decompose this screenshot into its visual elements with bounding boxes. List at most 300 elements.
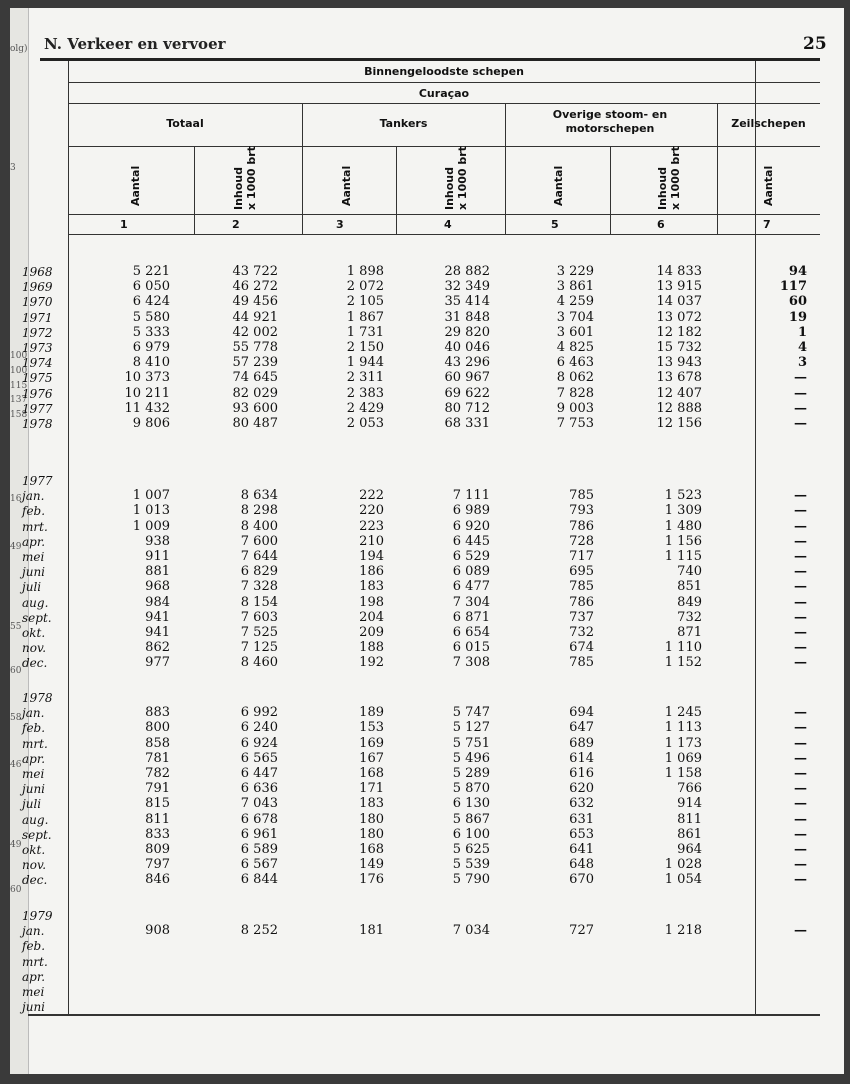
table-cell: 871 xyxy=(677,624,702,640)
table-cell: 781 xyxy=(145,750,170,766)
column-number: 3 xyxy=(336,218,344,231)
table-cell: 941 xyxy=(145,609,170,625)
table-cell: 846 xyxy=(145,872,170,888)
row-label: dec. xyxy=(22,873,48,888)
table-cell: 46 272 xyxy=(232,279,278,295)
data-column xyxy=(90,473,170,670)
row-label: 1972 xyxy=(22,325,53,340)
table-cell xyxy=(304,690,384,705)
table-cell: 800 xyxy=(145,720,170,736)
table-cell: 614 xyxy=(569,750,594,766)
table-cell: 57 239 xyxy=(232,355,278,371)
table-cell: 12 156 xyxy=(656,415,702,431)
table-cell xyxy=(90,938,170,953)
table-cell: 8 460 xyxy=(240,655,278,671)
table-cell xyxy=(747,473,807,488)
table-cell xyxy=(612,938,702,953)
table-cell: — xyxy=(794,872,807,888)
table-cell: 42 002 xyxy=(232,324,278,340)
row-label: nov. xyxy=(22,858,47,873)
table-cell: 4 825 xyxy=(556,339,594,355)
table-cell: 6 050 xyxy=(132,279,170,295)
table-cell: — xyxy=(794,579,807,595)
row-label: mrt. xyxy=(22,954,48,969)
table-cell: 8 634 xyxy=(240,488,278,504)
table-cell: 641 xyxy=(569,841,594,857)
table-cell xyxy=(612,984,702,999)
table-cell: 1 007 xyxy=(132,488,170,504)
row-label: okt. xyxy=(22,842,46,857)
table-cell: 222 xyxy=(359,488,384,504)
row-label: 1976 xyxy=(22,386,53,401)
table-cell: 6 130 xyxy=(452,796,490,812)
table-cell xyxy=(514,969,594,984)
data-column xyxy=(304,908,384,1014)
table-cell: 2 383 xyxy=(346,385,384,401)
table-cell: 14 037 xyxy=(656,294,702,310)
table-cell: 189 xyxy=(359,705,384,721)
table-cell: 19 xyxy=(788,309,807,325)
table-cell: 14 833 xyxy=(656,264,702,279)
table-cell: 964 xyxy=(677,841,702,857)
table-cell: 7 828 xyxy=(556,385,594,401)
table-cell: 7 600 xyxy=(240,533,278,549)
table-cell xyxy=(400,473,490,488)
gutter-text: 115 xyxy=(10,381,28,391)
table-cell xyxy=(514,690,594,705)
table-cell xyxy=(612,690,702,705)
table-cell: 183 xyxy=(359,579,384,595)
data-column xyxy=(304,264,384,431)
page-number: 25 xyxy=(803,34,827,54)
table-cell: 169 xyxy=(359,735,384,751)
table-cell xyxy=(304,938,384,953)
row-label: juni xyxy=(22,782,46,797)
row-label: jan. xyxy=(22,706,45,721)
table-cell: 1 218 xyxy=(664,923,702,939)
table-cell: 737 xyxy=(569,609,594,625)
data-column xyxy=(612,473,702,670)
table-cell: 74 645 xyxy=(232,370,278,386)
header-rule xyxy=(68,82,820,83)
table-cell: — xyxy=(794,533,807,549)
table-cell: 5 625 xyxy=(452,841,490,857)
table-cell: 631 xyxy=(569,811,594,827)
table-cell: 176 xyxy=(359,872,384,888)
subheader-content: Inhoud x 1000 brt xyxy=(656,146,682,210)
row-label: apr. xyxy=(22,751,46,766)
row-label: 1978 xyxy=(22,416,53,431)
table-cell: — xyxy=(794,609,807,625)
subheader-count: Aantal xyxy=(552,165,565,206)
table-cell: 6 678 xyxy=(240,811,278,827)
table-cell: 908 xyxy=(145,923,170,939)
header-rule xyxy=(68,103,820,104)
table-cell: 5 751 xyxy=(452,735,490,751)
table-cell: — xyxy=(794,518,807,534)
table-cell: 793 xyxy=(569,503,594,519)
table-cell: 180 xyxy=(359,811,384,827)
table-cell: 785 xyxy=(569,579,594,595)
row-label: mei xyxy=(22,549,45,564)
row-labels xyxy=(22,474,53,671)
row-label: mei xyxy=(22,766,45,781)
table-cell xyxy=(188,984,278,999)
table-cell: 786 xyxy=(569,518,594,534)
table-cell xyxy=(612,473,702,488)
table-cell xyxy=(400,999,490,1014)
table-cell xyxy=(90,954,170,969)
table-cell xyxy=(90,984,170,999)
table-cell: 35 414 xyxy=(444,294,490,310)
table-cell: 791 xyxy=(145,781,170,797)
table-cell xyxy=(514,999,594,1014)
table-cell xyxy=(400,984,490,999)
row-label: 1979 xyxy=(22,909,53,923)
table-cell: 40 046 xyxy=(444,339,490,355)
table-cell: 60 967 xyxy=(444,370,490,386)
table-cell: 6 654 xyxy=(452,624,490,640)
table-cell: 82 029 xyxy=(232,385,278,401)
table-cell xyxy=(400,938,490,953)
table-cell xyxy=(514,938,594,953)
table-cell: 168 xyxy=(359,765,384,781)
row-label: jan. xyxy=(22,489,45,504)
header-rule xyxy=(68,234,820,235)
table-cell: 31 848 xyxy=(444,309,490,325)
row-label: juli xyxy=(22,797,42,812)
row-labels xyxy=(22,265,53,432)
subheader-content: Inhoud x 1000 brt xyxy=(443,146,469,210)
table-cell xyxy=(612,908,702,923)
table-cell: 862 xyxy=(145,640,170,656)
subheader-count: Aantal xyxy=(129,165,142,206)
table-cell: 8 252 xyxy=(240,923,278,939)
table-cell: — xyxy=(794,705,807,721)
gutter-text: 60 xyxy=(10,666,22,676)
row-label: juni xyxy=(22,565,46,580)
table-cell: 968 xyxy=(145,579,170,595)
table-cell: — xyxy=(794,594,807,610)
row-labels xyxy=(22,691,53,888)
table-cell xyxy=(747,908,807,923)
table-cell: 1 013 xyxy=(132,503,170,519)
table-cell: — xyxy=(794,841,807,857)
row-label: okt. xyxy=(22,625,46,640)
gutter-text: 158 xyxy=(10,410,28,420)
row-label: mei xyxy=(22,984,45,999)
table-cell: 7 644 xyxy=(240,548,278,564)
data-column xyxy=(514,264,594,431)
table-cell: 12 407 xyxy=(656,385,702,401)
table-cell: 6 567 xyxy=(240,857,278,873)
column-number: 6 xyxy=(657,218,665,231)
table-cell xyxy=(747,954,807,969)
table-cell xyxy=(304,954,384,969)
table-cell xyxy=(514,954,594,969)
table-cell: 8 298 xyxy=(240,503,278,519)
data-column xyxy=(747,264,807,431)
table-cell: 1 009 xyxy=(132,518,170,534)
table-cell xyxy=(188,969,278,984)
table-cell: 60 xyxy=(788,294,807,310)
column-divider xyxy=(68,61,69,1016)
table-cell: 984 xyxy=(145,594,170,610)
table-cell: 1 731 xyxy=(346,324,384,340)
table-cell: — xyxy=(794,503,807,519)
table-cell: 94 xyxy=(788,264,807,279)
table-cell xyxy=(188,954,278,969)
table-cell: 8 062 xyxy=(556,370,594,386)
table-cell: — xyxy=(794,720,807,736)
table-cell xyxy=(747,999,807,1014)
table-cell xyxy=(188,908,278,923)
table-cell xyxy=(400,954,490,969)
column-divider xyxy=(194,146,195,234)
table-cell xyxy=(612,999,702,1014)
table-cell: 5 747 xyxy=(452,705,490,721)
table-cell: 198 xyxy=(359,594,384,610)
table-cell: 2 311 xyxy=(346,370,384,386)
table-cell: 6 989 xyxy=(452,503,490,519)
table-cell: 167 xyxy=(359,750,384,766)
table-cell: 6 240 xyxy=(240,720,278,736)
table-cell: 6 924 xyxy=(240,735,278,751)
row-label: 1975 xyxy=(22,371,53,386)
table-cell: 12 182 xyxy=(656,324,702,340)
table-cell: 5 127 xyxy=(452,720,490,736)
table-cell: 194 xyxy=(359,548,384,564)
table-cell: 5 289 xyxy=(452,765,490,781)
table-cell: 7 125 xyxy=(240,640,278,656)
group-header-total: Totaal xyxy=(166,117,204,130)
table-cell: 5 496 xyxy=(452,750,490,766)
data-column xyxy=(612,264,702,431)
table-cell: — xyxy=(794,811,807,827)
table-cell: — xyxy=(794,548,807,564)
table-cell: 782 xyxy=(145,765,170,781)
table-cell: 811 xyxy=(677,811,702,827)
row-label: sept. xyxy=(22,610,52,625)
table-cell: 55 778 xyxy=(232,339,278,355)
table-cell: 6 463 xyxy=(556,355,594,371)
table-cell: 1 028 xyxy=(664,857,702,873)
table-cell xyxy=(188,473,278,488)
column-divider xyxy=(396,146,397,234)
table-cell xyxy=(612,969,702,984)
row-label: 1970 xyxy=(22,295,53,310)
table-cell: — xyxy=(794,765,807,781)
table-cell: 1 867 xyxy=(346,309,384,325)
data-column xyxy=(90,264,170,431)
data-column xyxy=(514,690,594,887)
table-cell: 1 480 xyxy=(664,518,702,534)
row-label: apr. xyxy=(22,969,46,984)
table-cell: 2 429 xyxy=(346,400,384,416)
column-divider xyxy=(610,146,611,234)
table-cell: 858 xyxy=(145,735,170,751)
table-cell: 204 xyxy=(359,609,384,625)
table-cell: 3 xyxy=(797,355,807,371)
table-cell: 183 xyxy=(359,796,384,812)
table-cell: 149 xyxy=(359,857,384,873)
column-number: 4 xyxy=(444,218,452,231)
table-cell: 1 245 xyxy=(664,705,702,721)
gutter-text: 137 xyxy=(10,395,28,405)
data-column xyxy=(400,908,490,1014)
data-column xyxy=(514,908,594,1014)
table-cell xyxy=(400,908,490,923)
row-label: 1973 xyxy=(22,340,53,355)
row-label: 1968 xyxy=(22,265,53,279)
table-cell: 8 400 xyxy=(240,518,278,534)
table-cell: 7 328 xyxy=(240,579,278,595)
table-cell: 616 xyxy=(569,765,594,781)
data-column xyxy=(188,690,278,887)
table-cell: 3 229 xyxy=(556,264,594,279)
column-number: 2 xyxy=(232,218,240,231)
table-cell xyxy=(514,984,594,999)
header-rule xyxy=(68,214,820,215)
gutter-text: 49 xyxy=(10,542,22,552)
table-cell xyxy=(612,954,702,969)
table-cell: 695 xyxy=(569,564,594,580)
table-cell: 181 xyxy=(359,923,384,939)
table-cell: — xyxy=(794,796,807,812)
table-cell: 7 525 xyxy=(240,624,278,640)
row-label: apr. xyxy=(22,534,46,549)
row-label: aug. xyxy=(22,595,49,610)
table-cell xyxy=(747,938,807,953)
table-cell: 6 445 xyxy=(452,533,490,549)
gutter-text: 49 xyxy=(10,840,22,850)
table-cell xyxy=(304,473,384,488)
table-cell: 117 xyxy=(779,279,807,295)
row-label: 1977 xyxy=(22,474,53,488)
table-cell: — xyxy=(794,923,807,939)
table-cell xyxy=(90,473,170,488)
table-cell: 811 xyxy=(145,811,170,827)
table-cell: 168 xyxy=(359,841,384,857)
table-cell: 9 003 xyxy=(556,400,594,416)
data-column xyxy=(90,908,170,1014)
gutter-text: 16 xyxy=(10,494,22,504)
row-label: 1974 xyxy=(22,356,53,371)
table-cell: 3 601 xyxy=(556,324,594,340)
table-cell: 815 xyxy=(145,796,170,812)
row-label: juni xyxy=(22,1000,46,1015)
data-column xyxy=(514,473,594,670)
table-cell: 10 211 xyxy=(124,385,170,401)
table-cell: 1 115 xyxy=(664,548,702,564)
gutter-text: 46 xyxy=(10,760,22,770)
table-cell: 861 xyxy=(677,826,702,842)
row-label: juli xyxy=(22,580,42,595)
gutter-text: 100 xyxy=(10,366,28,376)
table-cell: 7 308 xyxy=(452,655,490,671)
table-cell: — xyxy=(794,750,807,766)
table-cell: 674 xyxy=(569,640,594,656)
table-cell: 809 xyxy=(145,841,170,857)
table-cell: 632 xyxy=(569,796,594,812)
table-cell xyxy=(514,908,594,923)
row-label: dec. xyxy=(22,656,48,671)
table-cell: 13 678 xyxy=(656,370,702,386)
table-cell: 881 xyxy=(145,564,170,580)
table-cell xyxy=(514,473,594,488)
row-label: jan. xyxy=(22,924,45,939)
row-label: 1977 xyxy=(22,401,53,416)
table-cell: 728 xyxy=(569,533,594,549)
column-number: 7 xyxy=(763,218,771,231)
table-cell xyxy=(304,984,384,999)
table-cell: 849 xyxy=(677,594,702,610)
table-cell: 6 565 xyxy=(240,750,278,766)
table-cell: — xyxy=(794,781,807,797)
table-cell: 9 806 xyxy=(132,415,170,431)
table-cell: 977 xyxy=(145,655,170,671)
table-cell: 5 221 xyxy=(132,264,170,279)
table-cell: — xyxy=(794,488,807,504)
table-cell: 6 920 xyxy=(452,518,490,534)
table-cell: 1 113 xyxy=(664,720,702,736)
table-cell: 6 447 xyxy=(240,765,278,781)
table-cell: 797 xyxy=(145,857,170,873)
table-cell: 785 xyxy=(569,488,594,504)
table-cell: 1 173 xyxy=(664,735,702,751)
row-label: 1978 xyxy=(22,691,53,705)
table-cell: 7 603 xyxy=(240,609,278,625)
table-cell: 1 054 xyxy=(664,872,702,888)
data-column xyxy=(612,690,702,887)
table-cell: 13 943 xyxy=(656,355,702,371)
row-label: feb. xyxy=(22,939,46,954)
table-cell: 13 072 xyxy=(656,309,702,325)
table-cell: 3 704 xyxy=(556,309,594,325)
subheader-content: Inhoud x 1000 brt xyxy=(232,146,258,210)
table-cell: 833 xyxy=(145,826,170,842)
column-number: 5 xyxy=(551,218,559,231)
table-cell: 6 979 xyxy=(132,339,170,355)
table-cell: 670 xyxy=(569,872,594,888)
table-cell: 727 xyxy=(569,923,594,939)
table-cell: 192 xyxy=(359,655,384,671)
table-cell: 766 xyxy=(677,781,702,797)
column-number: 1 xyxy=(120,218,128,231)
table-cell: 186 xyxy=(359,564,384,580)
table-cell: 6 015 xyxy=(452,640,490,656)
table-cell: — xyxy=(794,415,807,431)
header-rule xyxy=(40,58,820,61)
table-cell xyxy=(304,999,384,1014)
table-cell xyxy=(400,969,490,984)
table-cell: 689 xyxy=(569,735,594,751)
table-cell: 785 xyxy=(569,655,594,671)
table-cell xyxy=(90,969,170,984)
table-cell: 647 xyxy=(569,720,594,736)
column-divider xyxy=(505,103,506,234)
table-cell: 911 xyxy=(145,548,170,564)
table-cell: 1 069 xyxy=(664,750,702,766)
data-column xyxy=(747,690,807,887)
table-cell: 13 915 xyxy=(656,279,702,295)
data-column xyxy=(400,473,490,670)
row-label: feb. xyxy=(22,504,46,519)
table-cell: 220 xyxy=(359,503,384,519)
table-cell: 4 259 xyxy=(556,294,594,310)
table-cell: 732 xyxy=(677,609,702,625)
table-cell: 1 309 xyxy=(664,503,702,519)
